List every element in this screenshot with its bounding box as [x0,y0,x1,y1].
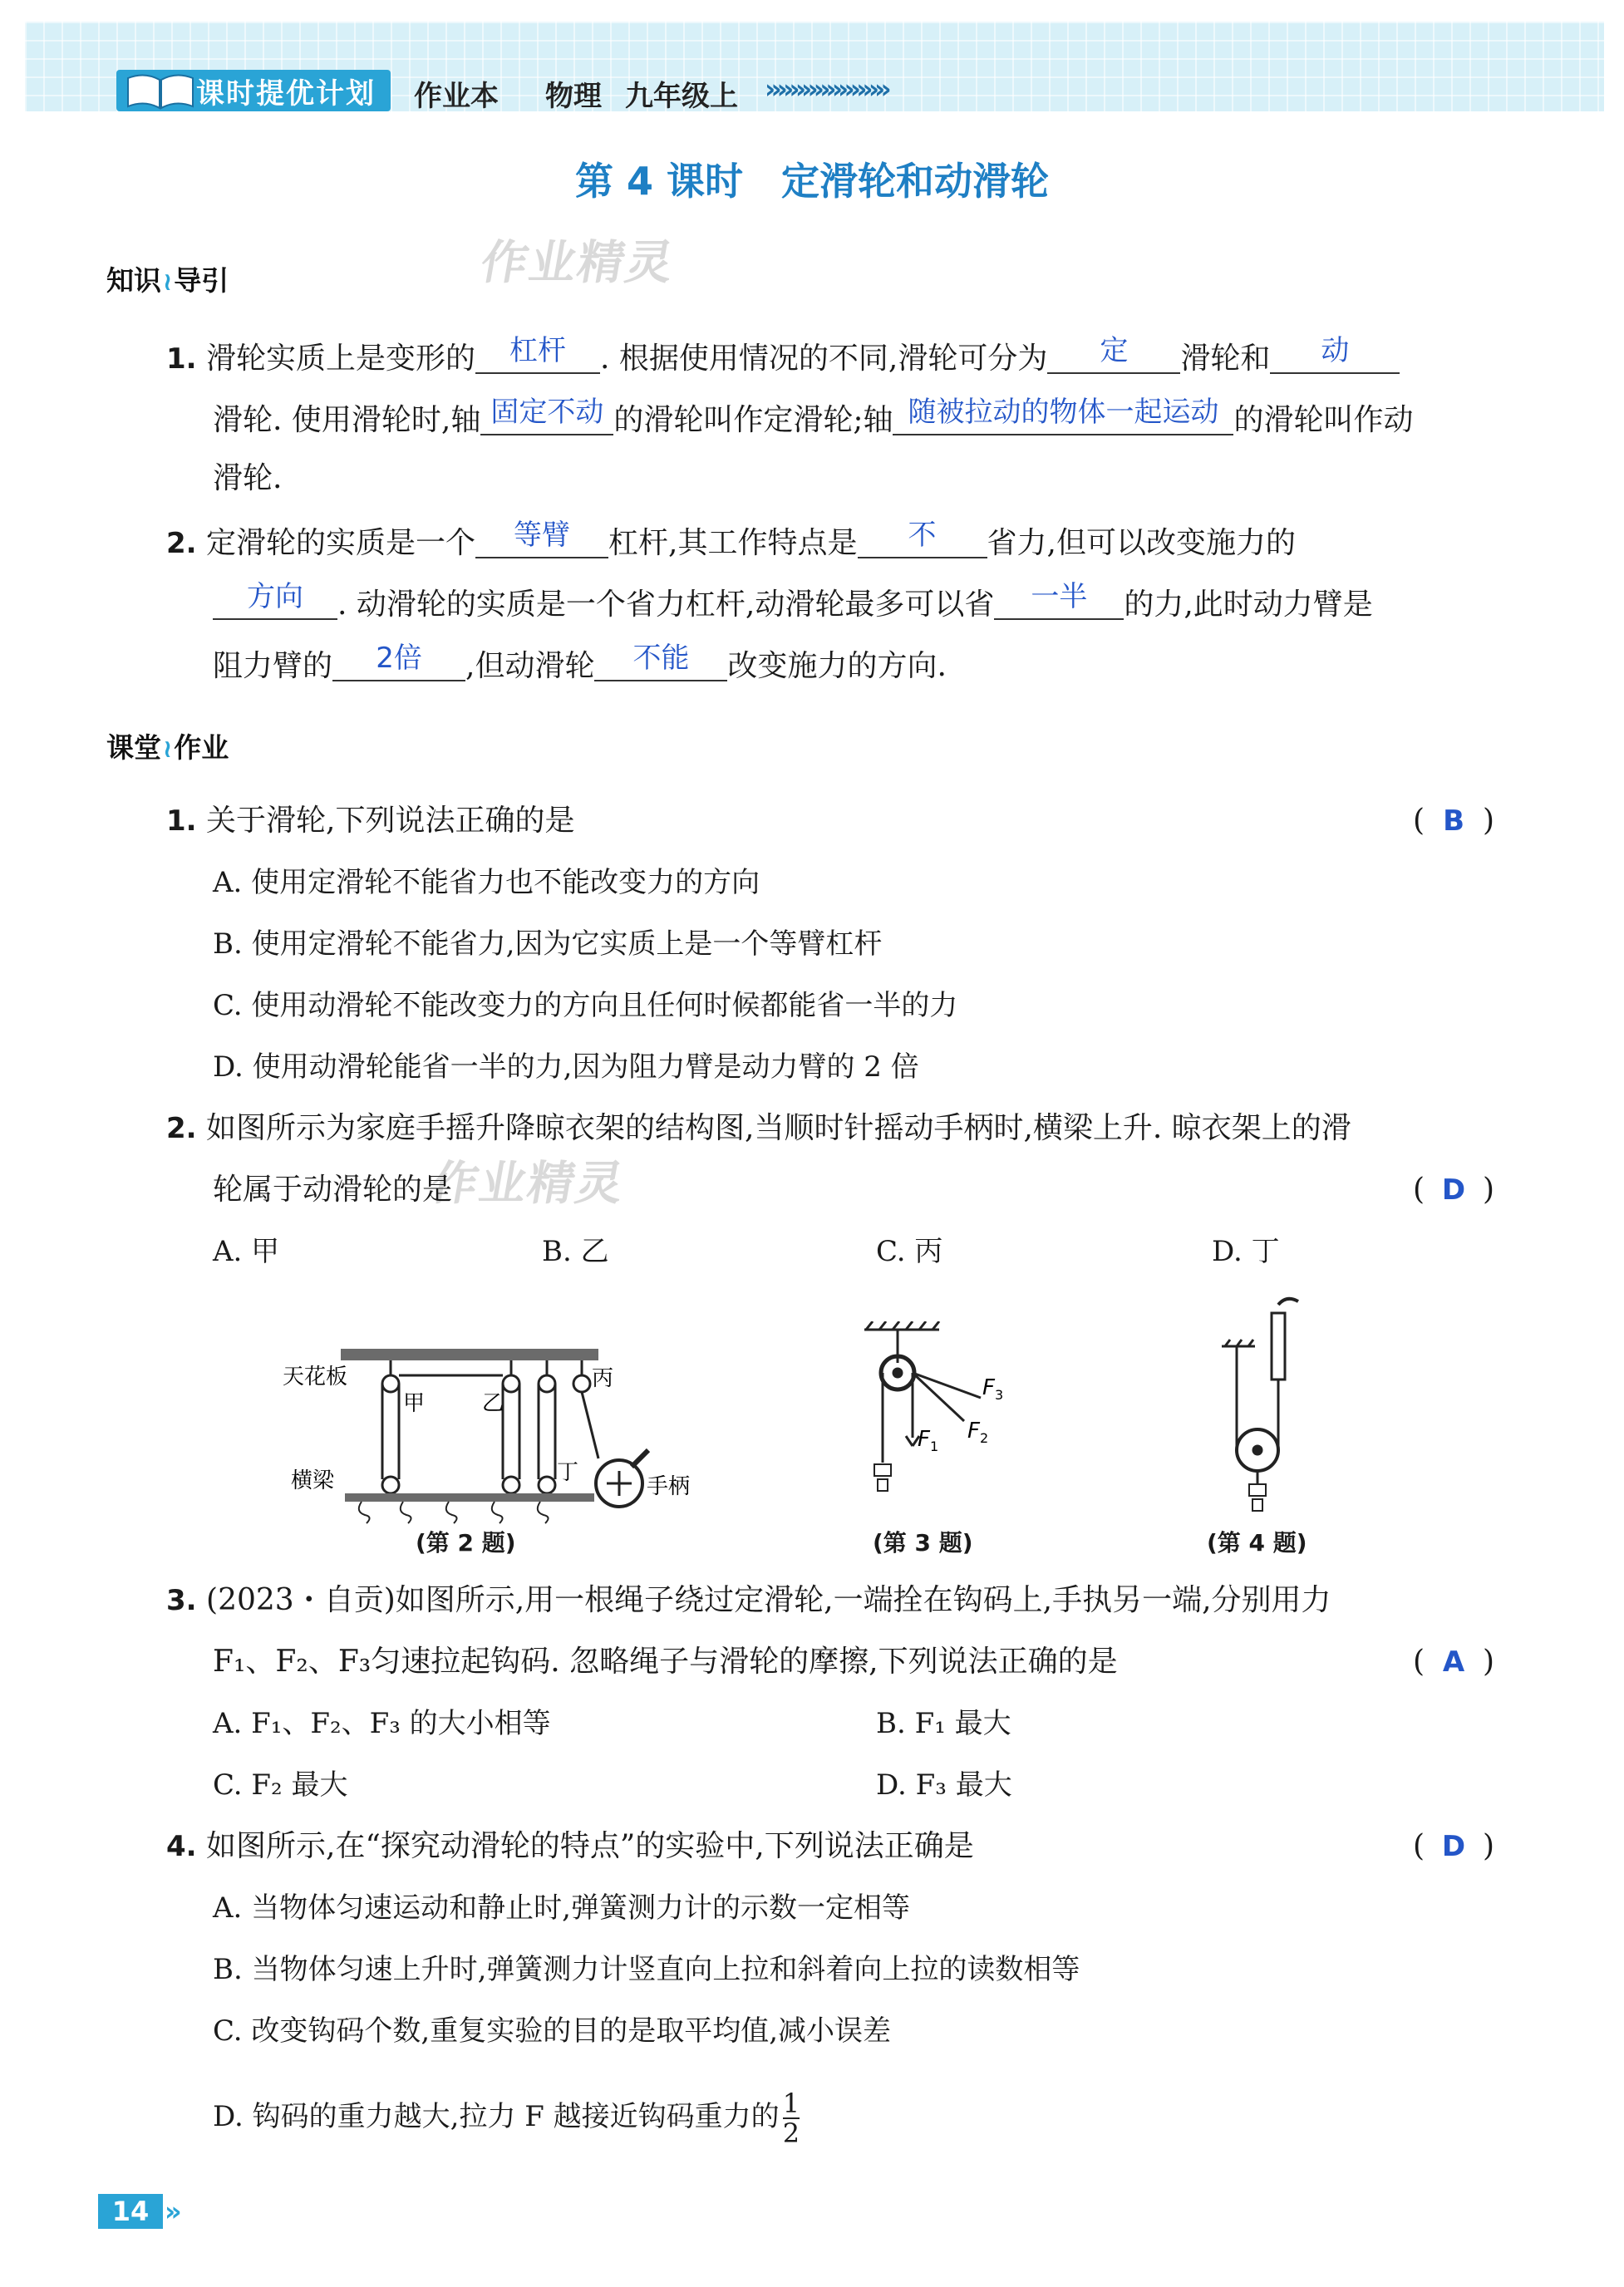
pulley-ding [539,1477,555,1493]
brand-name: 课时提优计划 [196,76,376,111]
label-ding: 丁 [557,1460,579,1485]
section-heading-classwork: 课堂≀作业 [106,731,229,764]
watermark-1: 作业精灵 [476,236,679,290]
s2-q4-stem: 4. 如图所示,在“探究动滑轮的特点”的实验中,下列说法正确是 [166,1829,974,1863]
s2-q1-answer: ( B ) [1413,804,1495,838]
s2-q3-option-d: D. F₃ 最大 [876,1768,1012,1802]
s1-q2-line1: 2. 定滑轮的实质是一个 等臂 杠杆,其工作特点是 不 省力,但可以改变施力的 [166,519,1296,560]
s2-q2-option-c: C. 丙 [876,1235,943,1268]
blank: 2倍 [332,648,465,681]
blank: 定 [1047,341,1180,374]
ceiling-board [341,1349,598,1360]
watermark-2: 作业精灵 [426,1157,629,1211]
chevrons: »»»»»»»»»» [765,73,887,105]
label-jia: 甲 [403,1391,426,1416]
blank: 固定不动 [480,402,613,435]
label-ceiling: 天花板 [283,1365,348,1389]
label-yi: 乙 [482,1391,504,1416]
s2-q4-option-c: C. 改变钩码个数,重复实验的目的是取平均值,减小误差 [213,2014,892,2048]
s2-q2-option-b: B. 乙 [542,1235,609,1268]
subject: 物理 [545,80,602,113]
blank: 随被拉动的物体一起运动 [893,402,1233,435]
figure-3-caption: (第 3 题) [873,1529,973,1557]
blank: 不 [858,525,987,558]
book-icon [123,68,198,111]
page-title: 第 4 课时 定滑轮和动滑轮 [574,159,1050,204]
figure-3-fixed-pulley [856,1321,1039,1521]
s1-q1-line1: 1. 滑轮实质上是变形的 杠杆 . 根据使用情况的不同,滑轮可分为 定 滑轮和 动 [166,341,1400,374]
label-bing: 丙 [592,1366,614,1391]
label-f1: $F_1$ [918,1427,939,1454]
hook-weight [874,1464,891,1476]
s2-q3-stem-line2: F₁、F₂、F₃匀速拉起钩码. 忽略绳子与滑轮的摩擦,下列说法正确的是 [213,1645,1118,1679]
grade: 九年级上 [625,80,738,113]
s2-q1-option-b: B. 使用定滑轮不能省力,因为它实质上是一个等臂杠杆 [213,927,883,961]
s1-q2-line2: 方向 . 动滑轮的实质是一个省力杠杆,动滑轮最多可以省 一半 的力,此时动力臂是 [213,587,1373,620]
s2-q2-answer: ( D ) [1413,1173,1495,1207]
pulley-jia [382,1477,399,1493]
s2-q3-option-a: A. F₁、F₂、F₃ 的大小相等 [213,1707,551,1740]
label-handle: 手柄 [647,1474,691,1499]
s2-q3-option-b: B. F₁ 最大 [876,1707,1011,1740]
blank: 不能 [594,648,727,681]
s2-q4-option-a: A. 当物体匀速运动和静止时,弹簧测力计的示数一定相等 [213,1891,910,1925]
s2-q1-stem: 1. 关于滑轮,下列说法正确的是 [166,804,575,838]
label-beam: 横梁 [291,1468,335,1493]
fraction-one-half: $\frac{1}{2}$ [782,2088,800,2149]
label-f2: $F_2$ [967,1419,989,1446]
s1-q1-line3: 滑轮. [213,461,283,495]
label-f3: $F_3$ [982,1375,1004,1403]
s2-q3-answer: ( A ) [1413,1645,1495,1679]
blank: 动 [1270,341,1400,374]
figure-2-caption: (第 2 题) [416,1529,516,1557]
chevron-decoration [765,73,887,105]
blank: 杠杆 [475,341,600,374]
blank: 等臂 [475,525,608,558]
spring-scale [1272,1313,1285,1380]
blank: 方向 [213,587,337,620]
book-type: 作业本 [414,80,499,113]
figure-2-clothes-rack [283,1342,715,1533]
section-heading-knowledge: 知识≀导引 [106,264,229,297]
figure-4-movable-pulley [1213,1288,1330,1521]
s2-q1-option-d: D. 使用动滑轮能省一半的力,因为阻力臂是动力臂的 2 倍 [213,1050,919,1084]
s2-q1-option-c: C. 使用动滑轮不能改变力的方向且任何时候都能省一半的力 [213,989,958,1022]
s2-q4-option-d: D. 钩码的重力越大,拉力 F 越接近钩码重力的 $\frac{1}{2}$ [213,2088,800,2149]
beam [345,1493,594,1502]
s2-q2-option-d: D. 丁 [1212,1235,1280,1268]
s2-q2-option-a: A. 甲 [213,1235,280,1268]
page-number-chevron: » [165,2196,182,2227]
s2-q4-answer: ( D ) [1413,1829,1495,1863]
s2-q2-stem-line2: 轮属于动滑轮的是 [213,1173,453,1207]
s2-q1-option-a: A. 使用定滑轮不能省力也不能改变力的方向 [213,866,760,899]
s2-q3-stem-line1: 3. (2023・自贡)如图所示,用一根绳子绕过定滑轮,一端拴在钩码上,手执另一端,分别用力 [166,1583,1331,1617]
blank: 一半 [994,587,1124,620]
s1-q2-line3: 阻力臂的 2倍 ,但动滑轮 不能 改变施力的方向. [213,642,947,683]
s1-q1-line2: 滑轮. 使用滑轮时,轴 固定不动 的滑轮叫作定滑轮;轴 随被拉动的物体一起运动 的滑轮叫作动 [213,396,1414,437]
page-number: 14 [98,2194,163,2229]
s2-q2-stem-line1: 2. 如图所示为家庭手摇升降晾衣架的结构图,当顺时针摇动手柄时,横梁上升. 晾衣架上的滑 [166,1111,1351,1145]
figure-4-caption: (第 4 题) [1207,1529,1307,1557]
s2-q3-option-c: C. F₂ 最大 [213,1768,348,1802]
s2-q4-option-b: B. 当物体匀速上升时,弹簧测力计竖直向上拉和斜着向上拉的读数相等 [213,1953,1080,1986]
